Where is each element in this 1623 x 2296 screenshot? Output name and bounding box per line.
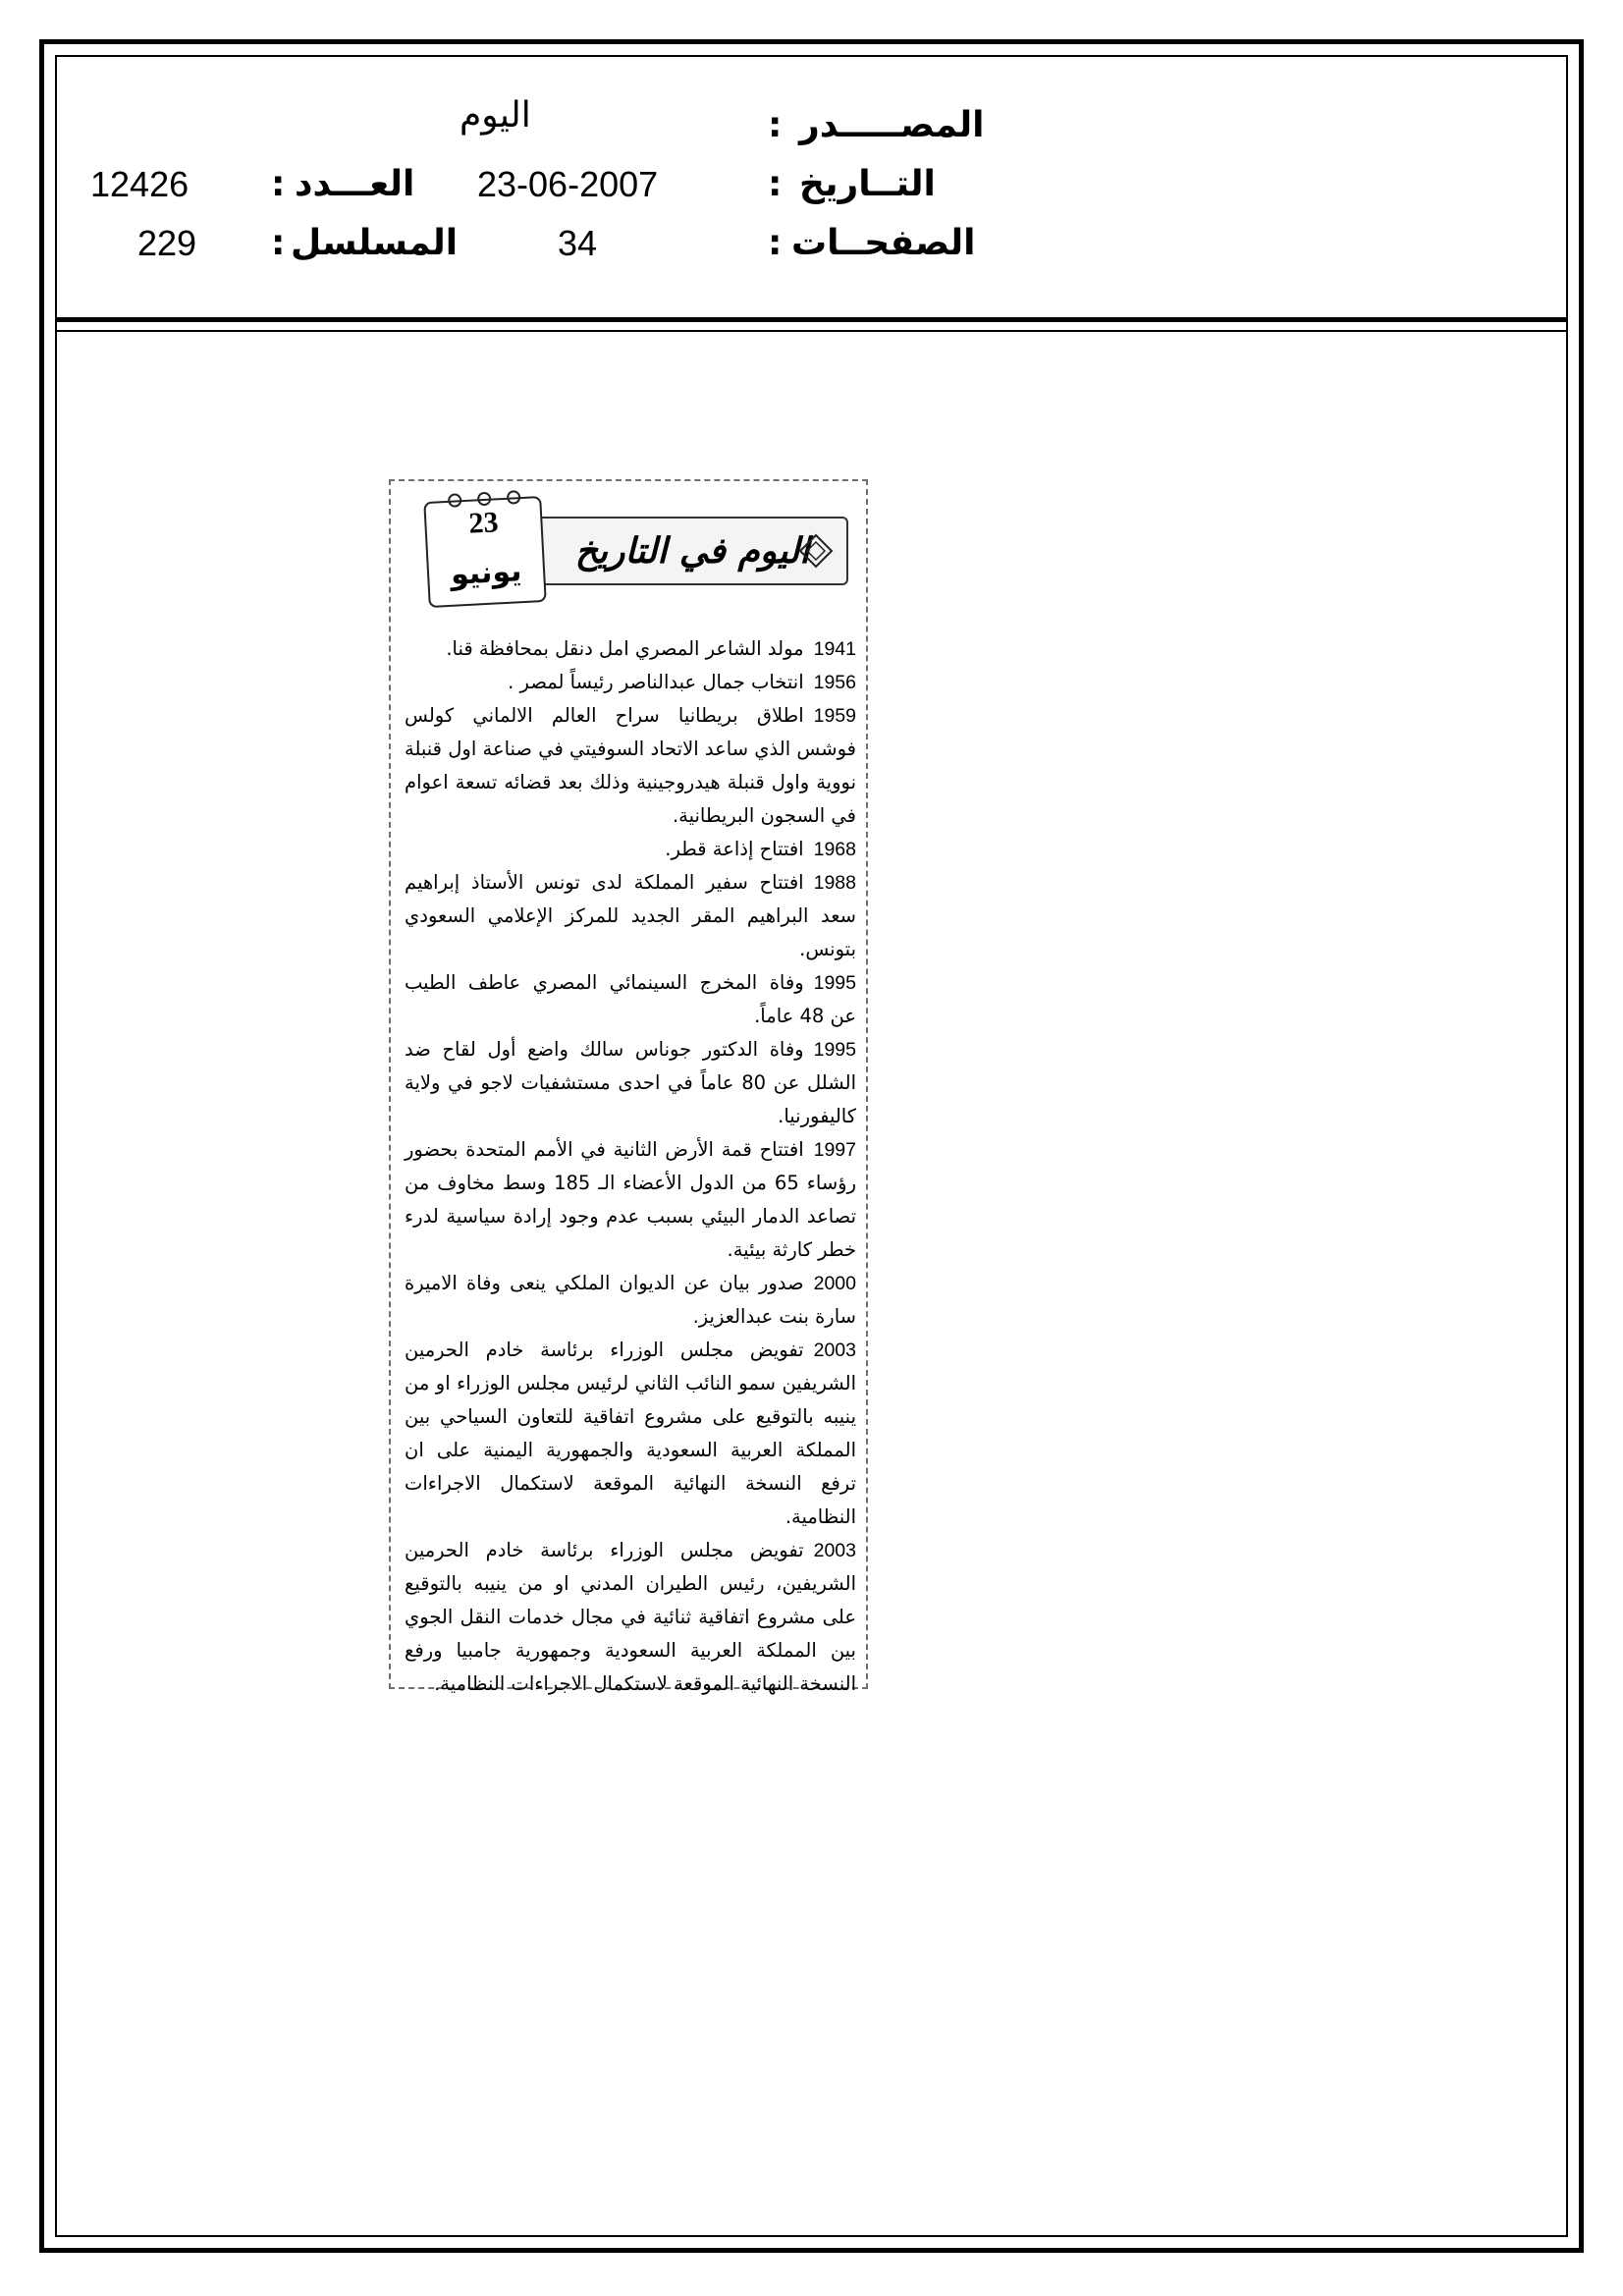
date-colon: : bbox=[768, 164, 783, 204]
entry-text: افتتاح قمة الأرض الثانية في الأمم المتحدة بحضور رؤساء 65 من الدول الأعضاء الـ 185 وسط مخاوف من تصاعد الدمار البيئي بسبب عدم وجود إرادة سياسية لدرء خطر كارثة بيئية. bbox=[405, 1138, 856, 1261]
entry-year: 1995 bbox=[813, 972, 856, 994]
history-entry bbox=[405, 1133, 856, 1267]
entry-text: انتخاب جمال عبدالناصر رئيساً لمصر . bbox=[508, 671, 804, 693]
history-entry bbox=[405, 1267, 856, 1334]
source-value: اليوم bbox=[460, 95, 531, 136]
entry-year: 1959 bbox=[813, 705, 856, 727]
header-divider bbox=[55, 317, 1568, 322]
history-entry bbox=[405, 1534, 856, 1701]
source-label: المصـــــدر bbox=[799, 105, 985, 145]
entry-year: 2003 bbox=[813, 1339, 856, 1361]
history-entry bbox=[405, 1033, 856, 1133]
history-entry bbox=[405, 966, 856, 1033]
entry-text: افتتاح سفير المملكة لدى تونس الأستاذ إبراهيم سعد البراهيم المقر الجديد للمركز الإعلامي السعودي بتونس. bbox=[405, 871, 856, 960]
history-entry bbox=[405, 666, 856, 699]
serial-colon: : bbox=[271, 223, 286, 263]
entry-text: وفاة الدكتور جوناس سالك واضع أول لقاح ضد الشلل عن 80 عاماً في احدى مستشفيات لاجو في ولاية كاليفورنيا. bbox=[405, 1038, 856, 1127]
history-entry bbox=[405, 699, 856, 833]
issue-label: العـــدد bbox=[295, 164, 415, 204]
serial-label: المسلسل bbox=[291, 223, 459, 263]
clipping-title: اليوم في التاريخ bbox=[574, 530, 810, 572]
history-entry bbox=[405, 866, 856, 966]
source-colon: : bbox=[768, 105, 783, 145]
calendar-badge bbox=[423, 496, 546, 608]
entry-text: مولد الشاعر المصري امل دنقل بمحافظة قنا. bbox=[446, 637, 804, 660]
issue-value: 12426 bbox=[90, 164, 189, 204]
entry-year: 1968 bbox=[813, 839, 856, 860]
entry-year: 1995 bbox=[813, 1039, 856, 1061]
entry-year: 1988 bbox=[813, 872, 856, 894]
entry-year: 1956 bbox=[813, 672, 856, 693]
header-divider-thin bbox=[55, 330, 1568, 332]
serial-value: 229 bbox=[137, 223, 197, 263]
entry-text: تفويض مجلس الوزراء برئاسة خادم الحرمين الشريفين سمو النائب الثاني لرئيس مجلس الوزراء او من ينيبه بالتوقيع على مشروع اتفاقية للتعاون السياحي بين المملكة العربية السعودية والجمهورية اليمنية على ان ترفع النسخة النهائية الموقعة لاستكمال الاجراءات النظامية. bbox=[405, 1339, 856, 1528]
pages-label: الصفحــات bbox=[791, 223, 976, 263]
entry-text: صدور بيان عن الديوان الملكي ينعى وفاة الاميرة سارة بنت عبدالعزيز. bbox=[405, 1272, 856, 1328]
entry-text: وفاة المخرج السينمائي المصري عاطف الطيب عن 48 عاماً. bbox=[405, 971, 856, 1027]
history-entry bbox=[405, 833, 856, 866]
entry-year: 2000 bbox=[813, 1273, 856, 1294]
date-value: 23-06-2007 bbox=[477, 164, 659, 204]
newspaper-clipping bbox=[389, 479, 868, 1695]
diamond-ornament-icon bbox=[797, 532, 835, 570]
entry-year: 2003 bbox=[813, 1540, 856, 1561]
entry-text: افتتاح إذاعة قطر. bbox=[665, 838, 804, 860]
entry-text: تفويض مجلس الوزراء برئاسة خادم الحرمين الشريفين، رئيس الطيران المدني او من ينيبه بالتوقيع على مشروع اتفاقية ثنائية في مجال خدمات النقل الجوي بين المملكة العربية السعودية وجمهورية جامبيا ورفع النسخة النهائية الموقعة لاستكمال الاجراءات النظامية. bbox=[405, 1539, 856, 1695]
history-entries bbox=[405, 632, 856, 1701]
issue-colon: : bbox=[271, 164, 286, 204]
entry-year: 1941 bbox=[813, 638, 856, 660]
history-entry bbox=[405, 632, 856, 666]
calendar-day: 23 bbox=[467, 506, 500, 540]
calendar-month: يونيو bbox=[450, 554, 523, 592]
date-label: التــاريخ bbox=[799, 164, 936, 204]
entry-text: اطلاق بريطانيا سراح العالم الالماني كولس فوشس الذي ساعد الاتحاد السوفيتي في صناعة اول قنبلة نووية واول قنبلة هيدروجينية وذلك بعد قضائه تسعة اعوام في السجون البريطانية. bbox=[405, 704, 856, 827]
entry-year: 1997 bbox=[813, 1139, 856, 1161]
pages-value: 34 bbox=[558, 223, 598, 263]
pages-colon: : bbox=[768, 223, 783, 263]
history-entry bbox=[405, 1334, 856, 1534]
